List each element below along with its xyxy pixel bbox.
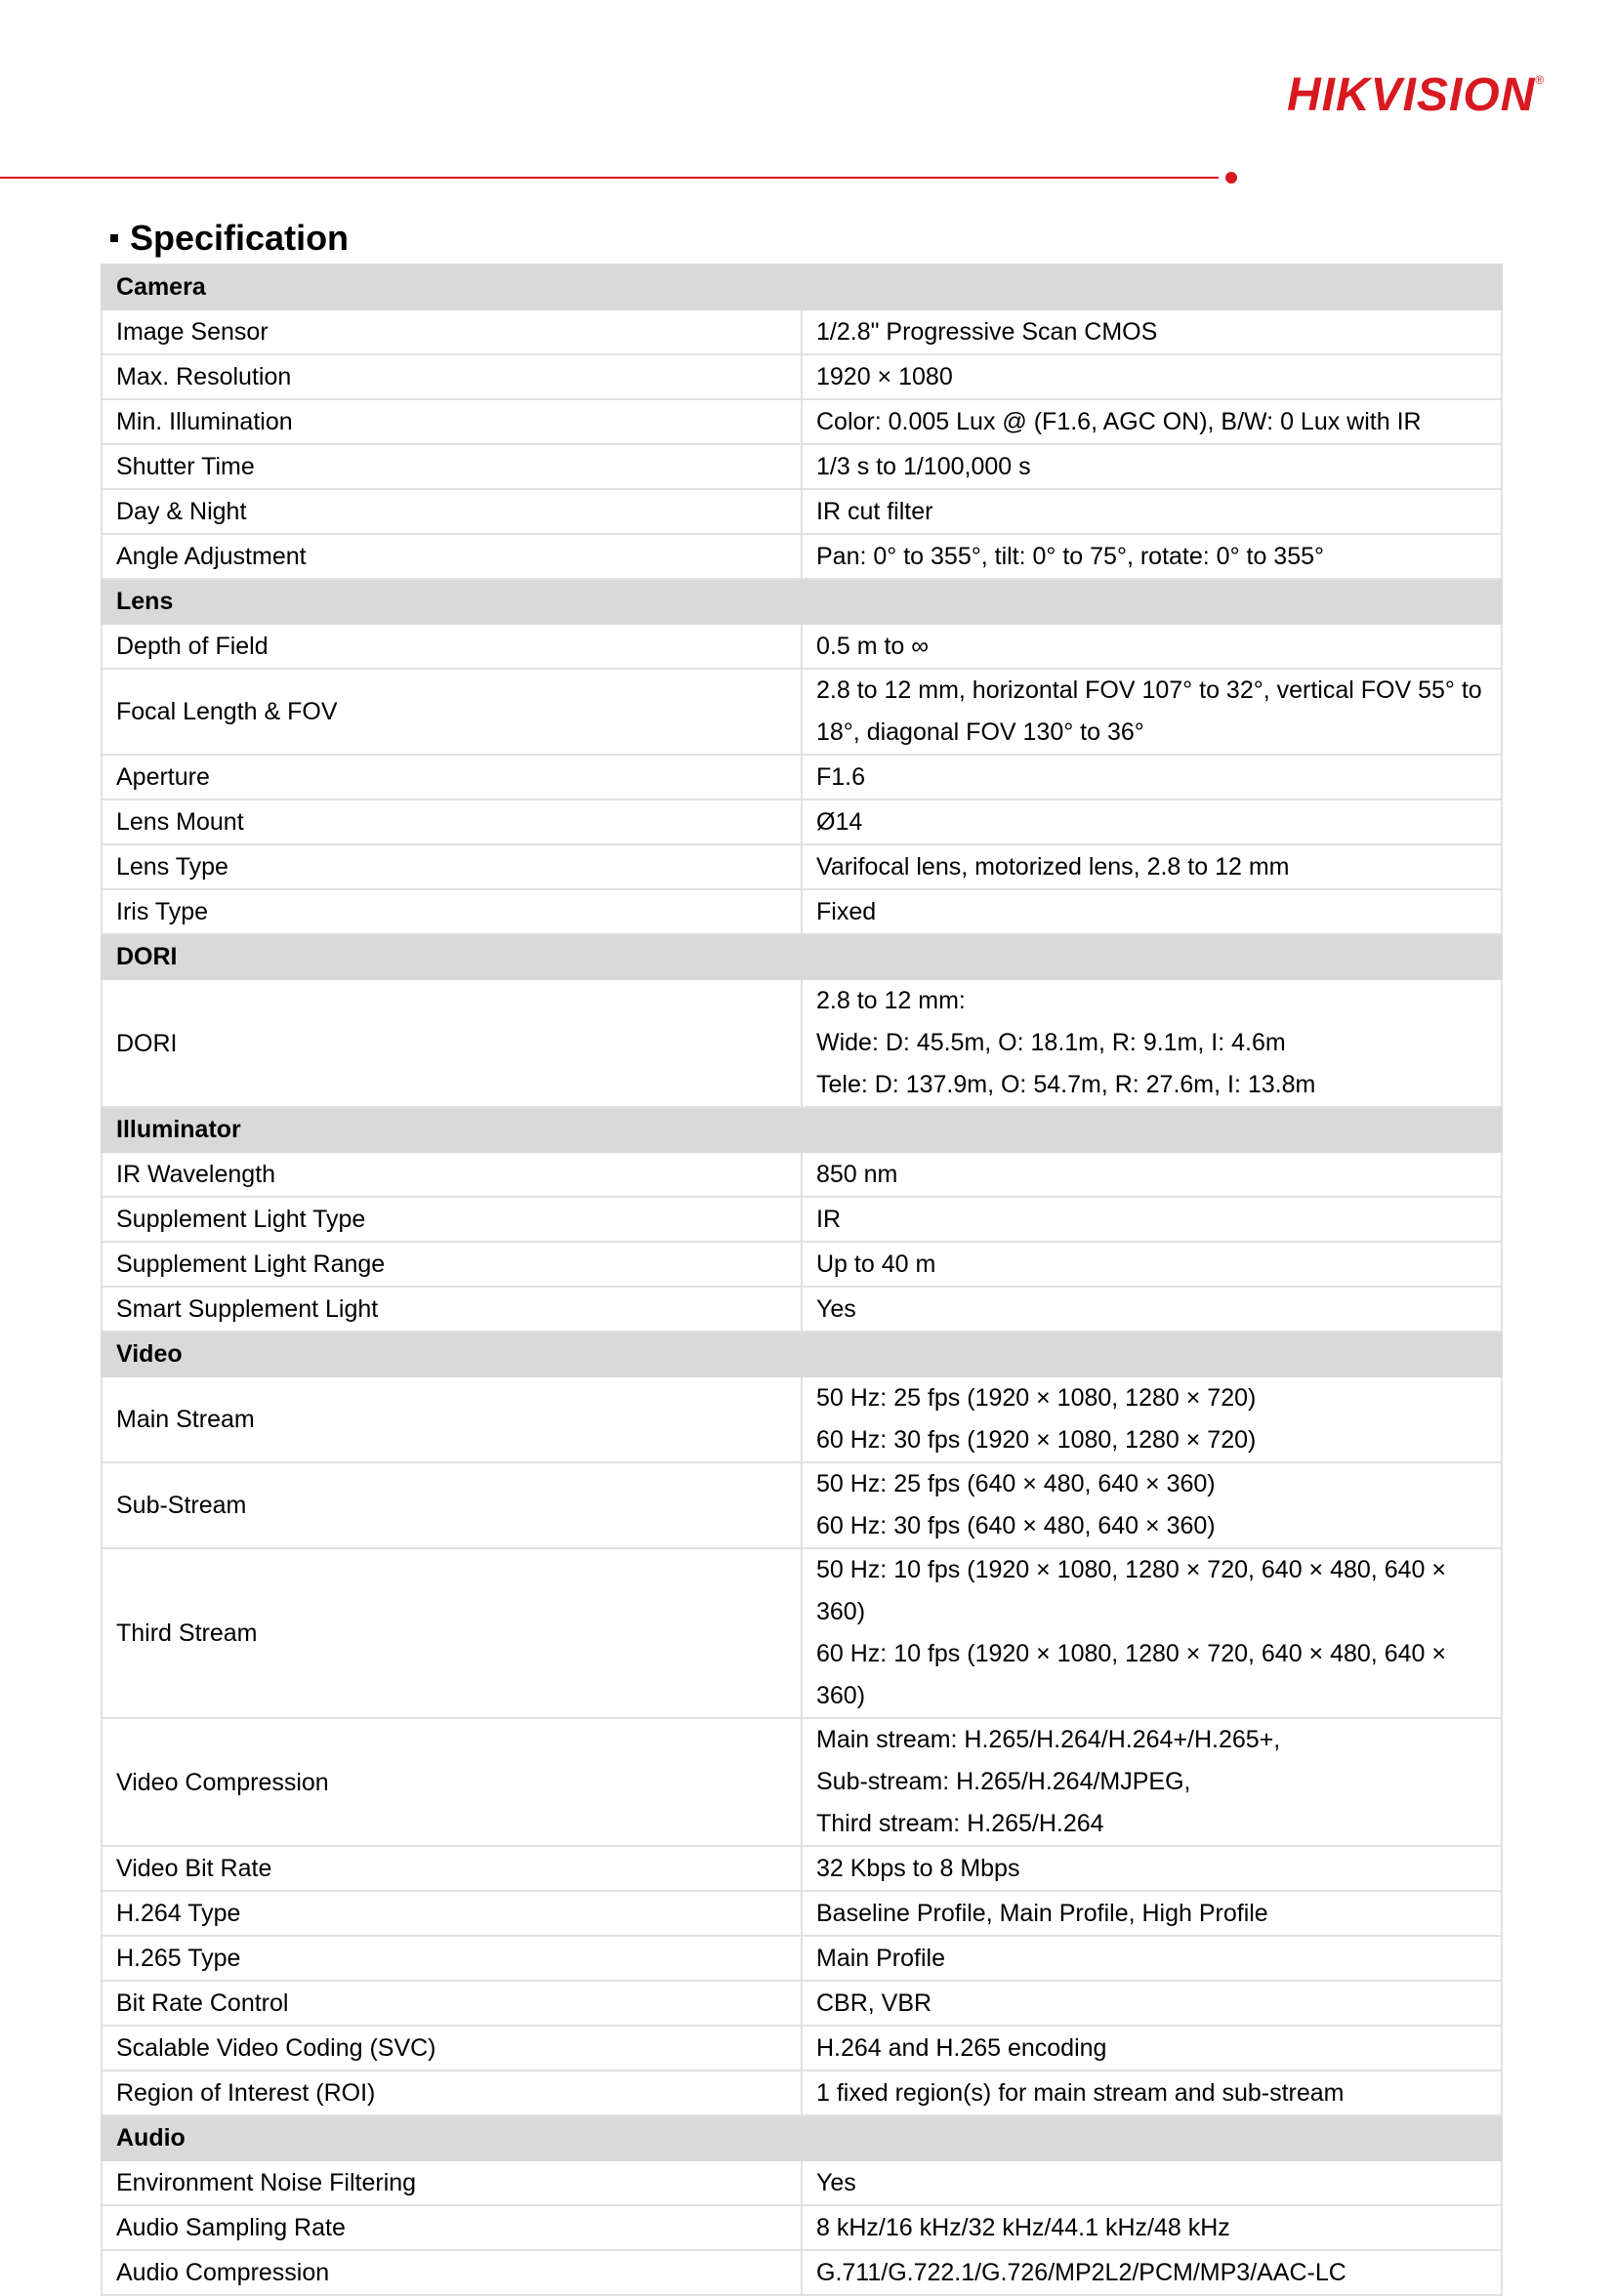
table-row <box>102 2250 1502 2295</box>
title-bullet <box>110 234 118 242</box>
table-row <box>102 2026 1502 2070</box>
spec-value <box>802 399 1502 444</box>
section-header-row <box>102 1107 1502 1152</box>
spec-key: DORI <box>102 979 802 1107</box>
spec-value-line: 8 kHz/16 kHz/32 kHz/44.1 kHz/48 kHz <box>816 2213 1230 2241</box>
spec-key: Depth of Field <box>102 624 802 669</box>
section-header: Illuminator <box>102 1107 1502 1152</box>
spec-value-line: Tele: D: 137.9m, O: 54.7m, R: 27.6m, I: 13.8m <box>816 1071 1316 1098</box>
spec-value <box>802 354 1502 399</box>
spec-value-line: Wide: D: 45.5m, O: 18.1m, R: 9.1m, I: 4.6m <box>816 1029 1286 1056</box>
spec-key: Supplement Light Type <box>102 1197 802 1242</box>
spec-key: Min. Illumination <box>102 399 802 444</box>
section-header-row <box>102 1332 1502 1376</box>
spec-value-line: IR <box>816 1205 841 1233</box>
section-header: Audio <box>102 2115 1502 2160</box>
spec-value <box>802 1287 1502 1332</box>
spec-value <box>802 755 1502 800</box>
spec-value-line: Up to 40 m <box>816 1250 936 1278</box>
spec-value <box>802 489 1502 534</box>
spec-value <box>802 1462 1502 1548</box>
table-row <box>102 755 1502 800</box>
spec-value <box>802 309 1502 354</box>
spec-key: Shutter Time <box>102 444 802 489</box>
spec-value <box>802 534 1502 579</box>
section-header: Video <box>102 1332 1502 1376</box>
spec-value-line: 1 fixed region(s) for main stream and sub-stream <box>816 2078 1345 2107</box>
spec-value <box>802 2250 1502 2295</box>
brand-logo-text: HIKVISION <box>1287 69 1536 121</box>
section-header: Lens <box>102 579 1502 624</box>
section-header-row <box>102 265 1502 309</box>
spec-value-line: 32 Kbps to 8 Mbps <box>816 1854 1020 1882</box>
spec-table-body <box>102 265 1502 2295</box>
section-header-row <box>102 579 1502 624</box>
table-row <box>102 1462 1502 1548</box>
table-row <box>102 354 1502 399</box>
table-row <box>102 399 1502 444</box>
spec-value-line: IR cut filter <box>816 497 933 525</box>
spec-key: Video Compression <box>102 1718 802 1846</box>
spec-value-line: 50 Hz: 10 fps (1920 × 1080, 1280 × 720, 640 × 480, 640 × 360) <box>816 1556 1446 1625</box>
spec-value-line: 60 Hz: 10 fps (1920 × 1080, 1280 × 720, 640 × 480, 640 × 360) <box>816 1640 1446 1709</box>
spec-value-line: Third stream: H.265/H.264 <box>816 1810 1104 1837</box>
spec-value <box>802 1242 1502 1287</box>
spec-value <box>802 1936 1502 1981</box>
table-row <box>102 1981 1502 2026</box>
table-row <box>102 2205 1502 2250</box>
spec-value <box>802 1891 1502 1936</box>
table-row <box>102 624 1502 669</box>
spec-key: H.265 Type <box>102 1936 802 1981</box>
table-row <box>102 800 1502 844</box>
header-rule <box>0 177 1219 179</box>
spec-key: Aperture <box>102 755 802 800</box>
spec-value-line: Fixed <box>816 897 877 925</box>
spec-value-line: Baseline Profile, Main Profile, High Profile <box>816 1899 1268 1927</box>
table-row <box>102 444 1502 489</box>
spec-key: Video Bit Rate <box>102 1846 802 1891</box>
table-row <box>102 309 1502 354</box>
section-header-row <box>102 934 1502 979</box>
spec-value-line: 2.8 to 12 mm: <box>816 987 966 1014</box>
table-row <box>102 2160 1502 2205</box>
table-row <box>102 1242 1502 1287</box>
spec-value <box>802 979 1502 1107</box>
spec-value <box>802 444 1502 489</box>
table-row <box>102 1846 1502 1891</box>
spec-key: Smart Supplement Light <box>102 1287 802 1332</box>
table-row <box>102 1197 1502 1242</box>
spec-value-line: Ø14 <box>816 807 863 836</box>
spec-key: Iris Type <box>102 889 802 934</box>
table-row <box>102 1376 1502 1462</box>
spec-value-line: Yes <box>816 1294 856 1323</box>
table-row <box>102 1891 1502 1936</box>
table-row <box>102 979 1502 1107</box>
page-title-text: Specification <box>130 218 350 258</box>
header-rule-dot <box>1225 172 1237 184</box>
table-row <box>102 889 1502 934</box>
spec-key: Bit Rate Control <box>102 1981 802 2026</box>
table-row <box>102 2070 1502 2115</box>
spec-value-line: H.264 and H.265 encoding <box>816 2033 1107 2062</box>
spec-value-line: Main stream: H.265/H.264/H.264+/H.265+, <box>816 1726 1281 1753</box>
spec-value-line: 1/2.8" Progressive Scan CMOS <box>816 317 1158 346</box>
spec-value-line: Pan: 0° to 355°, tilt: 0° to 75°, rotate: 0° to 355° <box>816 542 1325 570</box>
spec-key: Supplement Light Range <box>102 1242 802 1287</box>
spec-value <box>802 2205 1502 2250</box>
spec-value-line: Yes <box>816 2168 856 2196</box>
spec-value-line: 850 nm <box>816 1160 898 1188</box>
spec-value <box>802 844 1502 889</box>
spec-value-line: F1.6 <box>816 762 866 791</box>
spec-key: Main Stream <box>102 1376 802 1462</box>
spec-value-line: 1/3 s to 1/100,000 s <box>816 452 1031 480</box>
spec-key: Day & Night <box>102 489 802 534</box>
table-row <box>102 669 1502 755</box>
spec-key: Lens Mount <box>102 800 802 844</box>
spec-key: H.264 Type <box>102 1891 802 1936</box>
spec-key: Focal Length & FOV <box>102 669 802 755</box>
spec-key: Angle Adjustment <box>102 534 802 579</box>
section-header: Camera <box>102 265 1502 309</box>
spec-value-line: 60 Hz: 30 fps (640 × 480, 640 × 360) <box>816 1512 1216 1539</box>
page-title <box>110 218 350 258</box>
spec-key: Third Stream <box>102 1548 802 1718</box>
spec-value-line: CBR, VBR <box>816 1988 932 2017</box>
table-row <box>102 1287 1502 1332</box>
table-row <box>102 1548 1502 1718</box>
spec-key: IR Wavelength <box>102 1152 802 1197</box>
spec-value <box>802 2070 1502 2115</box>
brand-logo <box>1287 69 1546 121</box>
spec-value-line: 50 Hz: 25 fps (1920 × 1080, 1280 × 720) <box>816 1384 1257 1412</box>
spec-value <box>802 1718 1502 1846</box>
table-row <box>102 489 1502 534</box>
spec-value-line: Sub-stream: H.265/H.264/MJPEG, <box>816 1768 1191 1795</box>
spec-key: Scalable Video Coding (SVC) <box>102 2026 802 2070</box>
spec-value <box>802 800 1502 844</box>
spec-key: Image Sensor <box>102 309 802 354</box>
spec-value <box>802 1981 1502 2026</box>
spec-value <box>802 1846 1502 1891</box>
registered-mark: ® <box>1535 73 1546 87</box>
spec-key: Audio Compression <box>102 2250 802 2295</box>
spec-key: Region of Interest (ROI) <box>102 2070 802 2115</box>
spec-value-line: 60 Hz: 30 fps (1920 × 1080, 1280 × 720) <box>816 1426 1257 1454</box>
spec-value <box>802 624 1502 669</box>
spec-table <box>101 264 1503 2296</box>
spec-value-line: G.711/G.722.1/G.726/MP2L2/PCM/MP3/AAC-LC <box>816 2258 1346 2286</box>
table-row <box>102 1718 1502 1846</box>
spec-value <box>802 669 1502 755</box>
spec-key: Audio Sampling Rate <box>102 2205 802 2250</box>
spec-value-line: Color: 0.005 Lux @ (F1.6, AGC ON), B/W: 0 Lux with IR <box>816 407 1422 435</box>
spec-value-line: 2.8 to 12 mm, horizontal FOV 107° to 32°, vertical FOV 55° to 18°, diagonal FOV 130° to 36° <box>816 676 1482 746</box>
spec-value <box>802 889 1502 934</box>
spec-value-line: Varifocal lens, motorized lens, 2.8 to 12 mm <box>816 852 1290 881</box>
section-header: DORI <box>102 934 1502 979</box>
spec-value <box>802 2026 1502 2070</box>
spec-key: Lens Type <box>102 844 802 889</box>
section-header-row <box>102 2115 1502 2160</box>
spec-value <box>802 1197 1502 1242</box>
spec-value <box>802 1152 1502 1197</box>
spec-key: Environment Noise Filtering <box>102 2160 802 2205</box>
spec-value-line: Main Profile <box>816 1944 945 1972</box>
table-row <box>102 844 1502 889</box>
spec-key: Sub-Stream <box>102 1462 802 1548</box>
spec-value-line: 0.5 m to ∞ <box>816 632 930 660</box>
spec-value-line: 50 Hz: 25 fps (640 × 480, 640 × 360) <box>816 1470 1216 1497</box>
spec-value <box>802 1376 1502 1462</box>
spec-value <box>802 2160 1502 2205</box>
spec-key: Max. Resolution <box>102 354 802 399</box>
spec-value <box>802 1548 1502 1718</box>
table-row <box>102 1152 1502 1197</box>
table-row <box>102 534 1502 579</box>
table-row <box>102 1936 1502 1981</box>
spec-value-line: 1920 × 1080 <box>816 362 953 390</box>
